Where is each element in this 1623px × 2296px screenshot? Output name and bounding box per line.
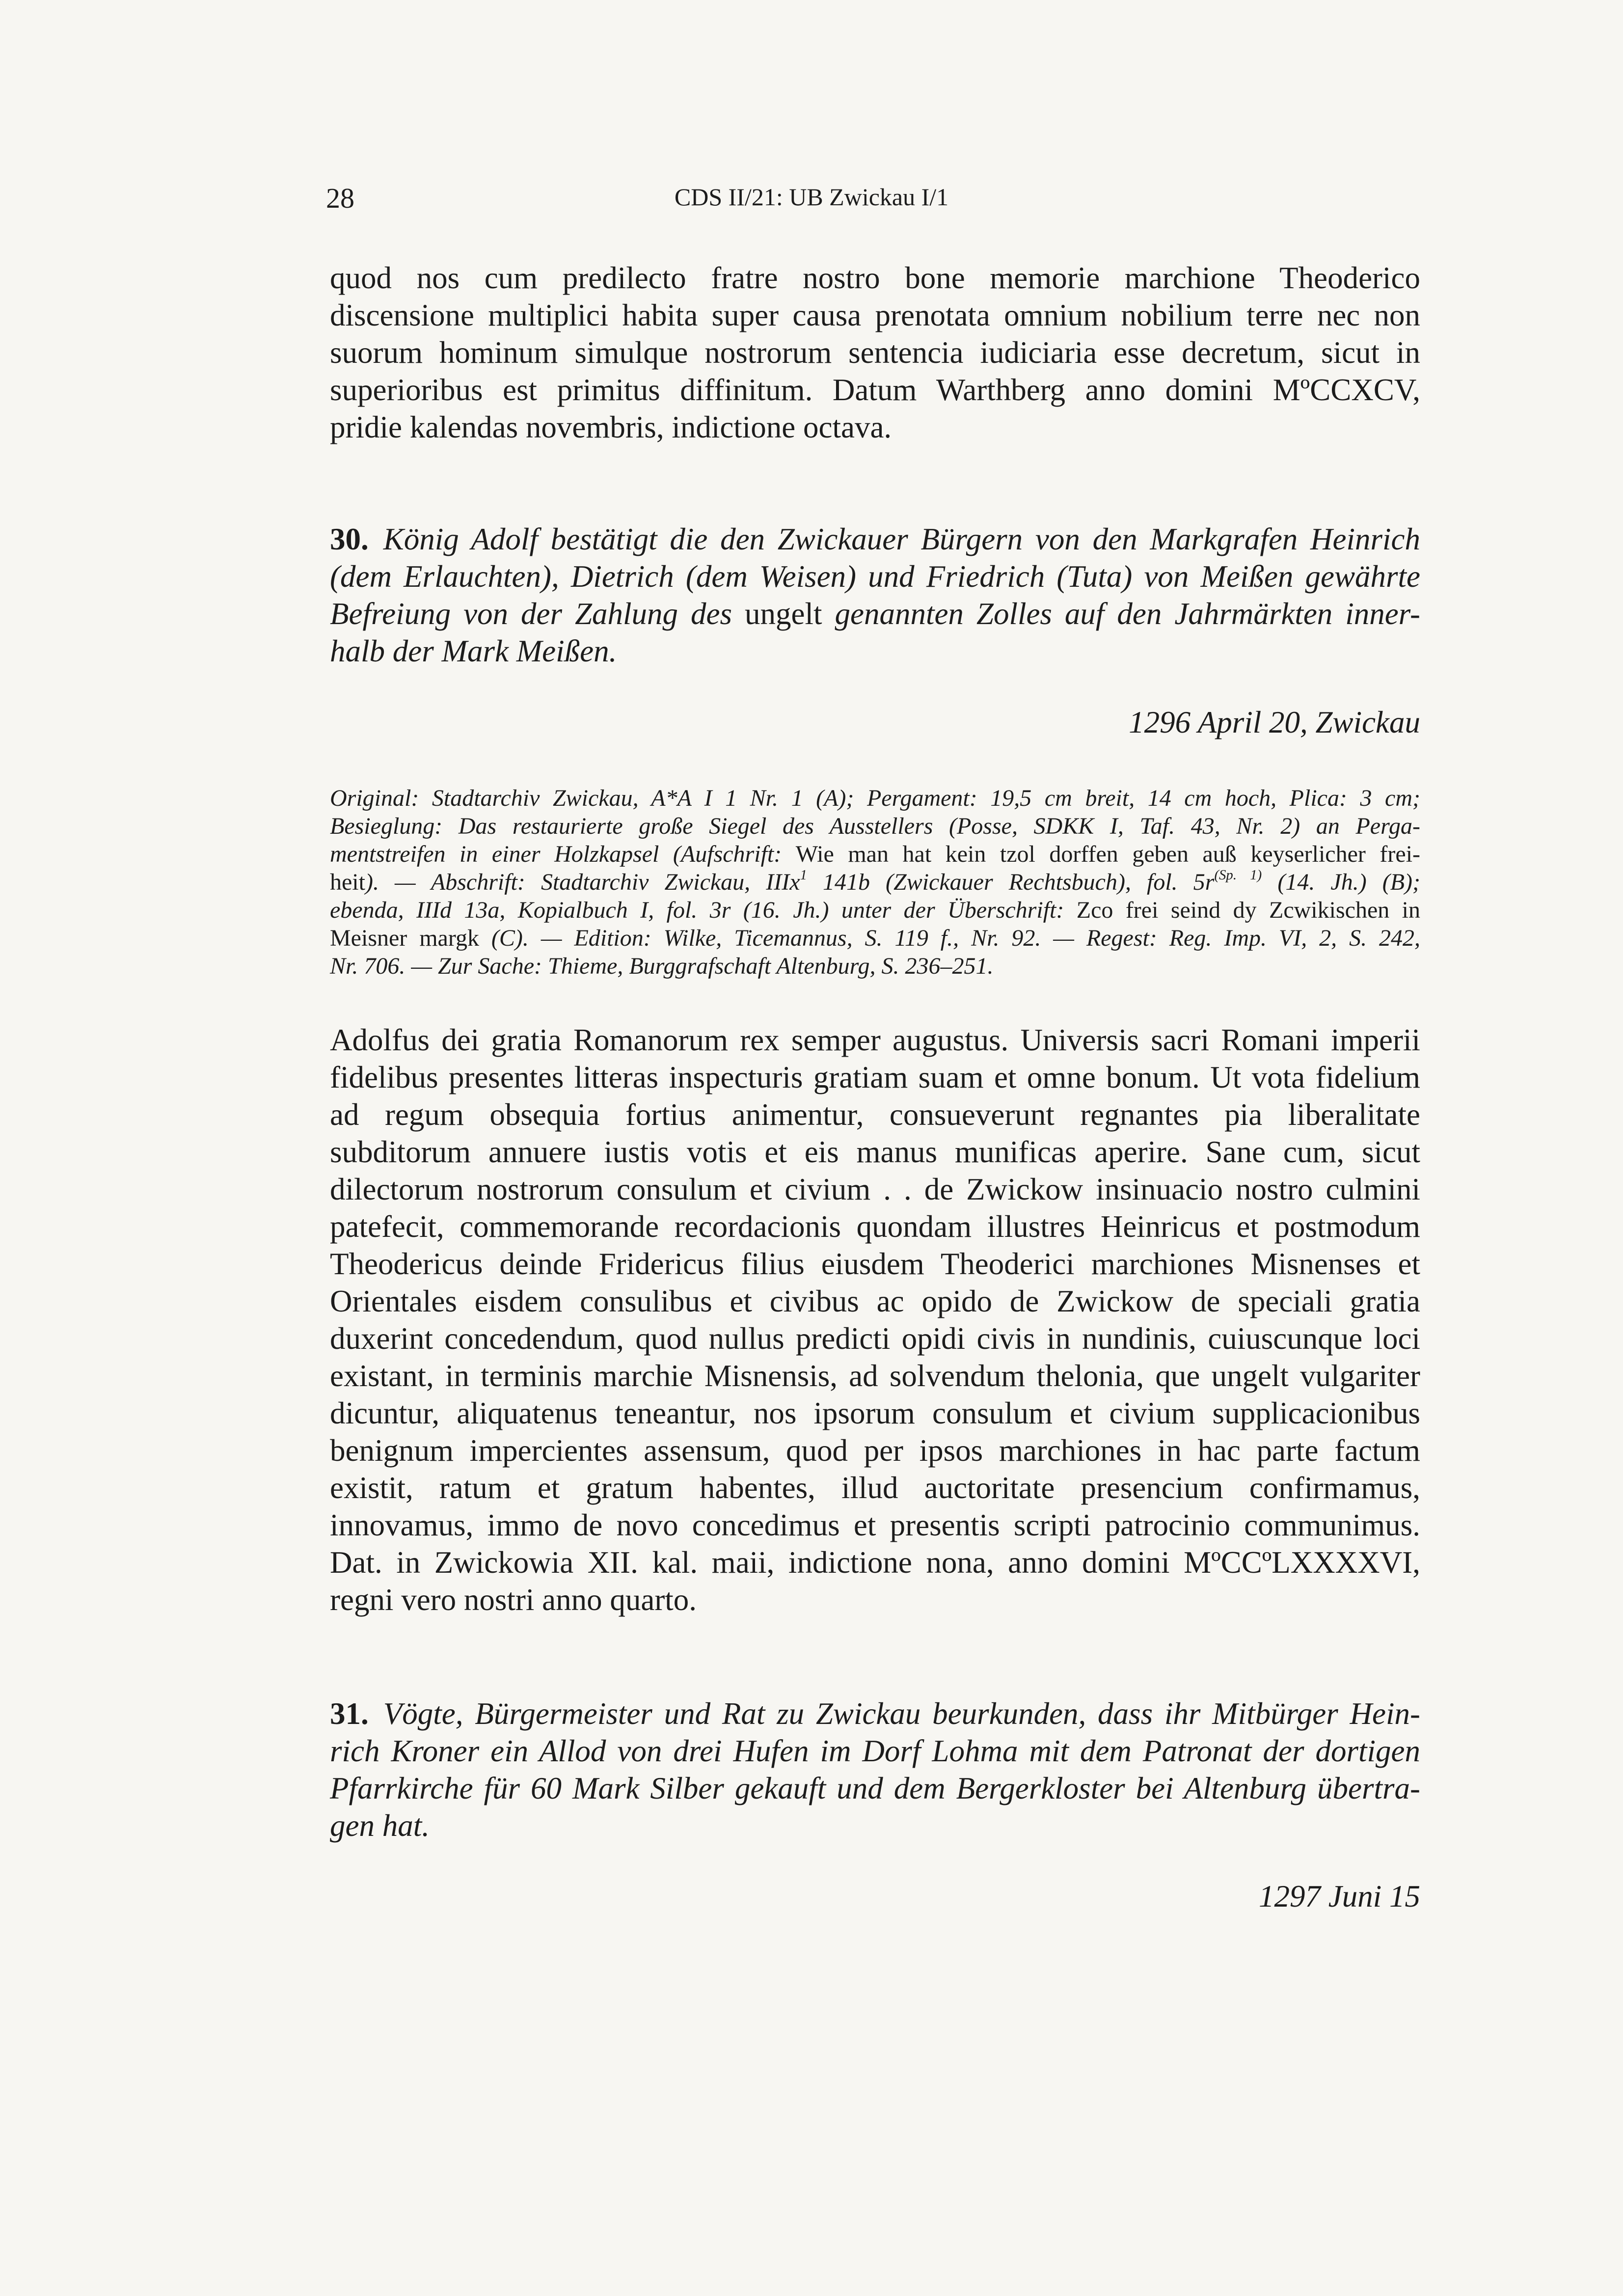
text-line: innovamus, immo de novo concedimus et presentis scripti patrocinio communimus. xyxy=(330,1508,1420,1542)
entry-number: 30. xyxy=(330,522,369,556)
text-line: superioribus est primitus diffinitum. Datum Warthberg anno domini MºCCXCV, xyxy=(330,373,1420,407)
note-line: Meisner margk (C). — Edition: Wilke, Ticemannus, S. 119 f., Nr. 92. — Regest: Reg. Imp. VI, 2, S. 242, xyxy=(330,925,1421,951)
text-line: quod nos cum predilecto fratre nostro bone memorie marchione Theoderico xyxy=(330,261,1420,295)
entry-summary-line: Pfarrkirche für 60 Mark Silber gekauft und dem Bergerkloster bei Altenburg übertra- xyxy=(330,1771,1420,1805)
text-line: subditorum annuere iustis votis et eis manus munificas aperire. Sane cum, sicut xyxy=(330,1135,1420,1169)
note-line: Original: Stadtarchiv Zwickau, A*A I 1 Nr. 1 (A); Pergament: 19,5 cm breit, 14 cm hoch, Plica: 3 cm; xyxy=(330,785,1420,811)
text-line: discensione multiplici habita super causa prenotata omnium nobilium terre nec non xyxy=(330,298,1420,332)
text-line: Orientales eisdem consulibus et civibus ac opido de Zwickow de speciali gratia xyxy=(330,1284,1420,1318)
note-line: Nr. 706. — Zur Sache: Thieme, Burggrafschaft Altenburg, S. 236–251. xyxy=(330,953,994,979)
page-number: 28 xyxy=(326,182,354,214)
entry-summary-line: halb der Mark Meißen. xyxy=(330,634,617,668)
entry-date: 1297 Juni 15 xyxy=(1259,1879,1420,1913)
entry-summary-line: 31. Vögte, Bürgermeister und Rat zu Zwickau beurkunden, dass ihr Mitbürger Hein- xyxy=(330,1696,1420,1731)
note-line: Besieglung: Das restaurierte große Siegel des Ausstellers (Posse, SDKK I, Taf. 43, Nr. 2) an Perga- xyxy=(330,813,1420,839)
entry-summary-line: Befreiung von der Zahlung des ungelt genannten Zolles auf den Jahrmärkten inner- xyxy=(330,597,1420,631)
text-line: dicuntur, aliquatenus teneantur, nos ipsorum consulum et civium supplicacionibus xyxy=(330,1396,1420,1430)
entry-summary-line: 30. König Adolf bestätigt die den Zwickauer Bürgern von den Markgrafen Heinrich xyxy=(330,522,1420,556)
text-line: regni vero nostri anno quarto. xyxy=(330,1583,697,1617)
entry-date: 1296 April 20, Zwickau xyxy=(1129,705,1420,739)
running-header: CDS II/21: UB Zwickau I/1 xyxy=(674,183,949,211)
text-line: Theodericus deinde Fridericus filius eiusdem Theoderici marchiones Misnenses et xyxy=(330,1247,1420,1281)
note-line: mentstreifen in einer Holzkapsel (Aufschrift: Wie man hat kein tzol dorffen geben auß keyserlicher frei- xyxy=(330,841,1421,867)
note-line: ebenda, IIId 13a, Kopialbuch I, fol. 3r (16. Jh.) unter der Überschrift: Zco frei seind dy Zcwikischen in xyxy=(330,897,1421,923)
text-line: dilectorum nostrorum consulum et civium . . de Zwickow insinuacio nostro culmini xyxy=(330,1172,1420,1206)
note-line: heit). — Abschrift: Stadtarchiv Zwickau, IIIx$^1$ 141b (Zwickauer Rechtsbuch), fol. $5r^{(Sp. 1)}$ (14. Jh.) (B); xyxy=(330,867,1421,895)
text-line: pridie kalendas novembris, indictione octava. xyxy=(330,410,892,444)
text-line: Adolfus dei gratia Romanorum rex semper augustus. Universis sacri Romani imperii xyxy=(330,1023,1420,1057)
text-line: Dat. in Zwickowia XII. kal. maii, indictione nona, anno domini MºCCºLXXXXVI, xyxy=(330,1545,1420,1580)
entry-summary-line: rich Kroner ein Allod von drei Hufen im Dorf Lohma mit dem Patronat der dortigen xyxy=(330,1734,1420,1768)
text-line: ad regum obsequia fortius animentur, consueverunt regnantes pia liberalitate xyxy=(330,1097,1420,1132)
entry-number: 31. xyxy=(330,1696,369,1731)
text-line: benignum impercientes assensum, quod per ipsos marchiones in hac parte factum xyxy=(330,1433,1420,1468)
text-line: fidelibus presentes litteras inspecturis gratiam suam et omne bonum. Ut vota fidelium xyxy=(330,1060,1420,1094)
entry-summary-line: (dem Erlauchten), Dietrich (dem Weisen) und Friedrich (Tuta) von Meißen gewährte xyxy=(330,559,1420,594)
text-line: existit, ratum et gratum habentes, illud auctoritate presencium confirmamus, xyxy=(330,1471,1420,1505)
text-line: patefecit, commemorande recordacionis quondam illustres Heinricus et postmodum xyxy=(330,1209,1420,1244)
entry-summary-line: gen hat. xyxy=(330,1808,430,1843)
text-line: existant, in terminis marchie Misnensis, ad solvendum thelonia, que ungelt vulgariter xyxy=(330,1359,1420,1393)
text-line: suorum hominum simulque nostrorum sentencia iudiciaria esse decretum, sicut in xyxy=(330,335,1420,370)
text-line: duxerint concedendum, quod nullus predicti opidi civis in nundinis, cuiuscunque loci xyxy=(330,1321,1420,1356)
